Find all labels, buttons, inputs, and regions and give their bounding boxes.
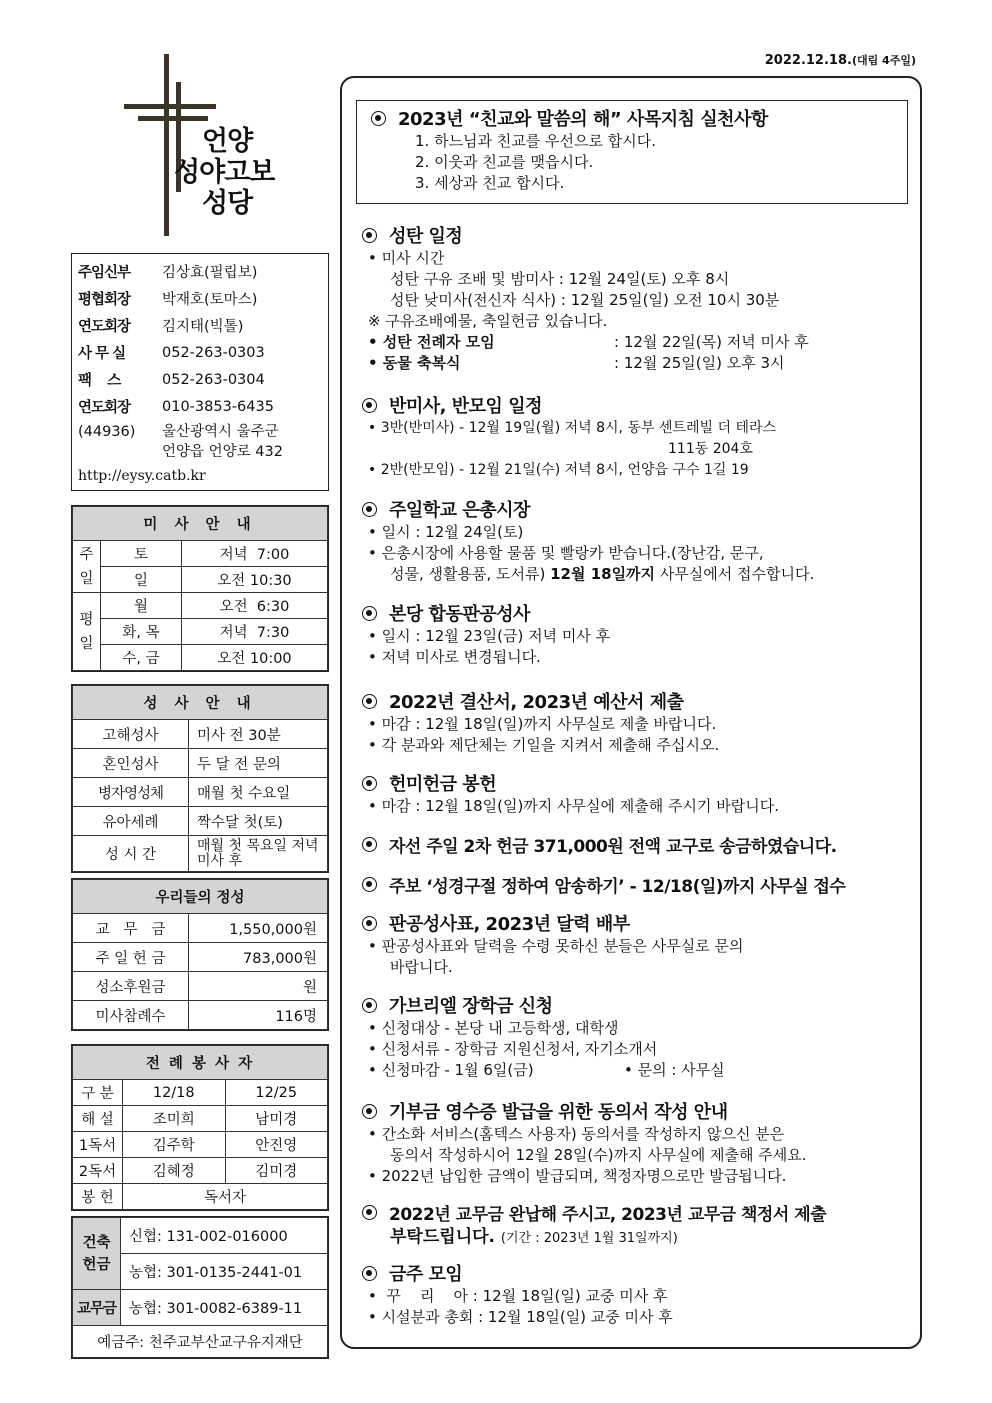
- info-row: [78, 393, 322, 420]
- list-item: 111동 204호: [668, 441, 753, 457]
- offering-name: 성소후원금: [73, 972, 189, 1001]
- table-row: [73, 1184, 328, 1210]
- bullet-icon: [362, 694, 377, 709]
- info-row: [78, 339, 322, 366]
- section-calendar: [362, 910, 922, 978]
- info-row: [78, 258, 322, 285]
- table-row: [73, 619, 328, 645]
- servers-role: 1독서: [73, 1132, 123, 1158]
- servers-title: 전 례 봉 사 자: [73, 1046, 328, 1080]
- sacrament-name: 유아세례: [73, 807, 189, 836]
- list-item: • 일시 : 12월 24일(토): [368, 523, 524, 541]
- servers-person: 김혜정: [123, 1158, 226, 1184]
- item-label: • 성탄 전례자 모임: [368, 333, 495, 351]
- section-ban-meeting: [362, 392, 922, 481]
- servers-person: 안진영: [225, 1132, 328, 1158]
- sacrament-name: 병자영성체: [73, 778, 189, 807]
- section-title: [362, 600, 922, 626]
- section-weekly-meetings: [362, 1260, 922, 1328]
- section-scholarship: [362, 992, 922, 1081]
- info-key: 팩 스: [78, 373, 121, 389]
- offering-name: 교 무 금: [73, 914, 189, 943]
- list-item: • 일시 : 12월 23일(금) 저녁 미사 후: [368, 627, 611, 645]
- sacrament-value: 매월 첫 목요일 저녁미사 후: [189, 836, 328, 872]
- item-label: • 동물 축복식: [368, 354, 461, 372]
- bullet-icon: [362, 1104, 377, 1119]
- section-title: [362, 770, 922, 796]
- logo-text: [174, 126, 274, 219]
- mass-schedule: [71, 505, 329, 672]
- table-row: [73, 1158, 328, 1184]
- weekday-label: 평일: [73, 593, 101, 671]
- section-title-text: 주보 ‘성경구절 정하여 암송하기’ - 12/18(일)까지 사무실 접수: [389, 877, 846, 897]
- bullet-icon: [362, 998, 377, 1013]
- account-number: 농협: 301-0082-6389-11: [121, 1290, 328, 1326]
- date-sub: (대림 4주일): [851, 54, 916, 67]
- church-logo: [124, 54, 294, 239]
- table-row: [73, 593, 328, 619]
- section-confession: [362, 600, 922, 668]
- section-title: [362, 1098, 922, 1124]
- servers-person: 남미경: [225, 1106, 328, 1132]
- pastoral-guide: [356, 100, 908, 204]
- section-budget: [362, 688, 922, 756]
- section-title-text: 판공성사표, 2023년 달력 배부: [389, 914, 630, 935]
- mass-time: 오전 6:30: [181, 593, 327, 619]
- servers-role: 해 설: [73, 1106, 123, 1132]
- list-item: 3. 세상과 친교 합시다.: [415, 174, 565, 192]
- bullet-icon: [362, 877, 377, 892]
- table-row: [73, 749, 328, 778]
- mass-time: 오전 10:30: [181, 567, 327, 593]
- list-item: 성탄 낮미사(전신자 식사) : 12월 25일(일) 오전 10시 30분: [390, 291, 780, 309]
- bullet-icon: [362, 776, 377, 791]
- table-row: [73, 567, 328, 593]
- section-title: [362, 688, 922, 714]
- list-item: ※ 구유조배예물, 축일헌금 있습니다.: [368, 312, 608, 330]
- section-title-text: 기부금 영수증 발급을 위한 동의서 작성 안내: [389, 1102, 728, 1123]
- section-title-text: 2023년 “친교와 말씀의 해” 사목지침 실천사항: [398, 109, 768, 130]
- table-row: [73, 943, 328, 972]
- cross-icon: [164, 54, 169, 236]
- section-dedication: [362, 770, 922, 817]
- bullet-icon: [362, 398, 377, 413]
- mass-time: 오전 10:00: [181, 645, 327, 671]
- offering-summary: [71, 878, 329, 1031]
- servers-header: 12/25: [225, 1080, 328, 1106]
- cross-bar: [138, 116, 208, 121]
- list-item: • 은총시장에 사용할 물품 및 빨랑카 받습니다.(장난감, 문구,: [368, 544, 764, 562]
- list-item: • 신청서류 - 장학금 지원신청서, 자기소개서: [368, 1040, 658, 1058]
- sacrament-value: 미사 전 30분: [189, 720, 328, 749]
- account-number: 농협: 301-0135-2441-01: [121, 1254, 328, 1290]
- table-row: [73, 914, 328, 943]
- church-fee-label: 교무금: [73, 1290, 121, 1326]
- section-title: [362, 832, 922, 857]
- offering-value: 원: [189, 972, 328, 1001]
- bullet-icon: [362, 916, 377, 931]
- section-title: [362, 222, 922, 248]
- mass-day: 월: [101, 593, 182, 619]
- logo-line: 성야고보: [174, 157, 275, 188]
- info-value: 김상효(필립보): [162, 265, 258, 281]
- sunday-label: 주일: [73, 541, 101, 593]
- list-item: • 간소화 서비스(홈텍스 사용자) 동의서를 작성하지 않으신 분은: [368, 1125, 785, 1143]
- mass-day: 수, 금: [101, 645, 182, 671]
- bullet-icon: [371, 111, 386, 126]
- info-value: 052-263-0304: [162, 371, 265, 388]
- list-item: • 마감 : 12월 18일(일)까지 사무실에 제출해 주시기 바랍니다.: [368, 797, 779, 815]
- item-label: • 신청마감 - 1월 6일(금): [368, 1061, 534, 1079]
- bank-accounts: [71, 1216, 329, 1359]
- table-row: [73, 1132, 328, 1158]
- table-row: [73, 645, 328, 671]
- table-row: [73, 836, 328, 872]
- logo-line: 언양: [202, 126, 253, 157]
- list-item: • 시설분과 총회 : 12월 18일(일) 교중 미사 후: [368, 1308, 673, 1326]
- info-key: 연도회장: [78, 400, 131, 416]
- list-item: [362, 1060, 922, 1081]
- bullet-icon: [362, 502, 377, 517]
- info-key: 연도회장: [78, 319, 131, 335]
- bulletin-date: [765, 52, 916, 68]
- info-key: 평협회장: [78, 292, 131, 308]
- info-value: 052-263-0303: [162, 344, 265, 361]
- info-key: 사 무 실: [78, 346, 126, 362]
- table-row: [73, 1218, 328, 1254]
- offering-title: 우리들의 정성: [73, 880, 328, 914]
- list-item: • 2022년 납입한 금액이 발급되며, 책정자명으로만 발급됩니다.: [368, 1167, 787, 1185]
- info-key: 주임신부: [78, 265, 131, 281]
- list-item: • 마감 : 12월 18일(일)까지 사무실로 제출 바랍니다.: [368, 715, 717, 733]
- item-value: : 12월 25일(일) 오후 3시: [614, 354, 785, 372]
- sacrament-name: 성 시 간: [73, 836, 189, 872]
- offering-value: 116명: [189, 1001, 328, 1030]
- sacrament-value: 짝수달 첫(토): [189, 807, 328, 836]
- section-title-text: 주일학교 은총시장: [389, 500, 530, 521]
- offering-name: 주 일 헌 금: [73, 943, 189, 972]
- list-item: 2. 이웃과 친교를 맺읍시다.: [415, 153, 594, 171]
- section-grace-market: [362, 496, 922, 585]
- list-item: 동의서 작성하시어 12월 28일(수)까지 사무실에 제출해 주세요.: [390, 1146, 807, 1164]
- list-item: • 각 분과와 제단체는 기일을 지켜서 제출해 주십시오.: [368, 736, 720, 754]
- sacrament-name: 고해성사: [73, 720, 189, 749]
- list-item: • 판공성사표와 달력을 수령 못하신 분들은 사무실로 문의: [368, 937, 744, 955]
- section-title-text: 금주 모임: [389, 1264, 463, 1285]
- list-item: • 2반(반모임) - 12월 21일(수) 저녁 8시, 언양읍 구수 1길 19: [368, 462, 749, 478]
- section-title-cont: [362, 1225, 922, 1251]
- section-church-fee: [362, 1200, 922, 1251]
- section-title-text: 자선 주일 2차 헌금 371,000원 전액 교구로 송금하였습니다.: [389, 837, 837, 857]
- list-item: [362, 332, 922, 353]
- table-row: [73, 1001, 328, 1030]
- bullet-icon: [362, 228, 377, 243]
- sacrament-value: 두 달 전 문의: [189, 749, 328, 778]
- info-row: [78, 312, 322, 339]
- logo-line: 성당: [202, 188, 253, 219]
- bullet-icon: [362, 1205, 377, 1220]
- table-row: [73, 1106, 328, 1132]
- section-charity: [362, 832, 922, 857]
- offering-name: 미사참례수: [73, 1001, 189, 1030]
- mass-day: 토: [101, 541, 182, 567]
- offering-value: 1,550,000원: [189, 914, 328, 943]
- section-title: [362, 872, 922, 897]
- section-bible-verse: [362, 872, 922, 897]
- table-row: [73, 972, 328, 1001]
- mass-time: 저녁 7:30: [181, 619, 327, 645]
- servers-person: 독서자: [123, 1184, 328, 1210]
- section-title: [362, 910, 922, 936]
- info-row: [78, 366, 322, 393]
- bullet-icon: [362, 837, 377, 852]
- list-item: • 신청대상 - 본당 내 고등학생, 대학생: [368, 1019, 619, 1037]
- offering-value: 783,000원: [189, 943, 328, 972]
- list-item: • 3반(반미사) - 12월 19일(월) 저녁 8시, 동부 센트레빌 더 테라스: [368, 420, 777, 436]
- item-value: • 문의 : 사무실: [624, 1061, 725, 1079]
- section-title-text: 부탁드립니다.: [390, 1227, 495, 1247]
- address-line: 언양읍 언양로 432: [162, 444, 283, 460]
- mass-day: 일: [101, 567, 182, 593]
- sacrament-name: 혼인성사: [73, 749, 189, 778]
- date-main: 2022.12.18.: [764, 53, 852, 68]
- list-item: • 저녁 미사로 변경됩니다.: [368, 648, 541, 666]
- section-title: [371, 105, 907, 131]
- building-fund-label: 건축헌금: [73, 1218, 121, 1290]
- section-christmas: [362, 222, 922, 374]
- news-panel: [340, 76, 922, 1349]
- list-item: 1. 하느님과 친교를 우선으로 합시다.: [415, 132, 657, 150]
- servers-person: 조미희: [123, 1106, 226, 1132]
- table-row: [73, 1290, 328, 1326]
- section-title: [362, 992, 922, 1018]
- info-value: 김지태(빅톨): [162, 319, 244, 335]
- sacrament-guide: [71, 684, 329, 873]
- address-line: 울산광역시 울주군: [162, 424, 279, 440]
- mass-time: 저녁 7:00: [181, 541, 327, 567]
- servers-person: 김주학: [123, 1132, 226, 1158]
- section-title-text: 성탄 일정: [389, 226, 463, 247]
- table-row: [73, 720, 328, 749]
- section-title-text: 본당 합동판공성사: [389, 604, 530, 625]
- section-title-text: 헌미헌금 봉헌: [389, 774, 497, 795]
- text-part: 성물, 생활용품, 도서류): [390, 565, 551, 583]
- table-row: [73, 541, 328, 567]
- deadline: 12월 18일까지: [550, 565, 656, 583]
- list-item: • 꾸 리 아 : 12월 18일(일) 교중 미사 후: [368, 1287, 668, 1305]
- list-item: [362, 564, 922, 585]
- list-item: 성탄 구유 조배 및 밤미사 : 12월 24일(토) 오후 8시: [390, 270, 730, 288]
- table-row: [73, 1326, 328, 1358]
- info-value: 010-3853-6435: [162, 398, 274, 415]
- mass-day: 화, 목: [101, 619, 182, 645]
- table-row: [73, 807, 328, 836]
- info-row: [78, 285, 322, 312]
- section-title: [362, 392, 922, 418]
- bullet-icon: [362, 1266, 377, 1281]
- table-row: [73, 778, 328, 807]
- servers-role: 봉 헌: [73, 1184, 123, 1210]
- homepage-link[interactable]: http://eysy.catb.kr: [78, 468, 206, 484]
- address: [78, 422, 322, 462]
- servers-role: 2독서: [73, 1158, 123, 1184]
- period-note: (기간 : 2023년 1월 31일까지): [500, 1231, 678, 1246]
- servers-header: 12/18: [123, 1080, 226, 1106]
- sacrament-value: 매월 첫 수요일: [189, 778, 328, 807]
- section-title-text: 2022년 결산서, 2023년 예산서 제출: [389, 692, 684, 713]
- servers-header: 구 분: [73, 1080, 123, 1106]
- table-row: [73, 1080, 328, 1106]
- servers-person: 김미경: [225, 1158, 328, 1184]
- mass-title: 미 사 안 내: [73, 507, 328, 541]
- list-item: [362, 353, 922, 374]
- text-part: 사무실에서 접수합니다.: [655, 565, 815, 583]
- section-title-text: 2022년 교무금 완납해 주시고, 2023년 교무금 책정서 제출: [389, 1205, 827, 1225]
- section-receipt: [362, 1098, 922, 1187]
- section-title: [362, 496, 922, 522]
- account-number: 신협: 131-002-016000: [121, 1218, 328, 1254]
- list-item: • 미사 시간: [368, 249, 445, 267]
- sacrament-title: 성 사 안 내: [73, 686, 328, 720]
- section-title-text: 가브리엘 장학금 신청: [389, 996, 553, 1017]
- section-title-text: 반미사, 반모임 일정: [389, 396, 542, 417]
- zip-code: (44936): [78, 424, 136, 440]
- section-title: [362, 1260, 922, 1286]
- section-title: [362, 1200, 922, 1225]
- church-info: [71, 253, 329, 491]
- info-value: 박재호(토마스): [162, 292, 258, 308]
- bullet-icon: [362, 606, 377, 621]
- list-item: 바랍니다.: [390, 958, 453, 976]
- liturgy-servers: [71, 1044, 329, 1211]
- item-value: : 12월 22일(목) 저녁 미사 후: [614, 333, 809, 351]
- account-holder: 예금주: 천주교부산교구유지재단: [73, 1326, 328, 1358]
- cross-bar: [124, 104, 216, 109]
